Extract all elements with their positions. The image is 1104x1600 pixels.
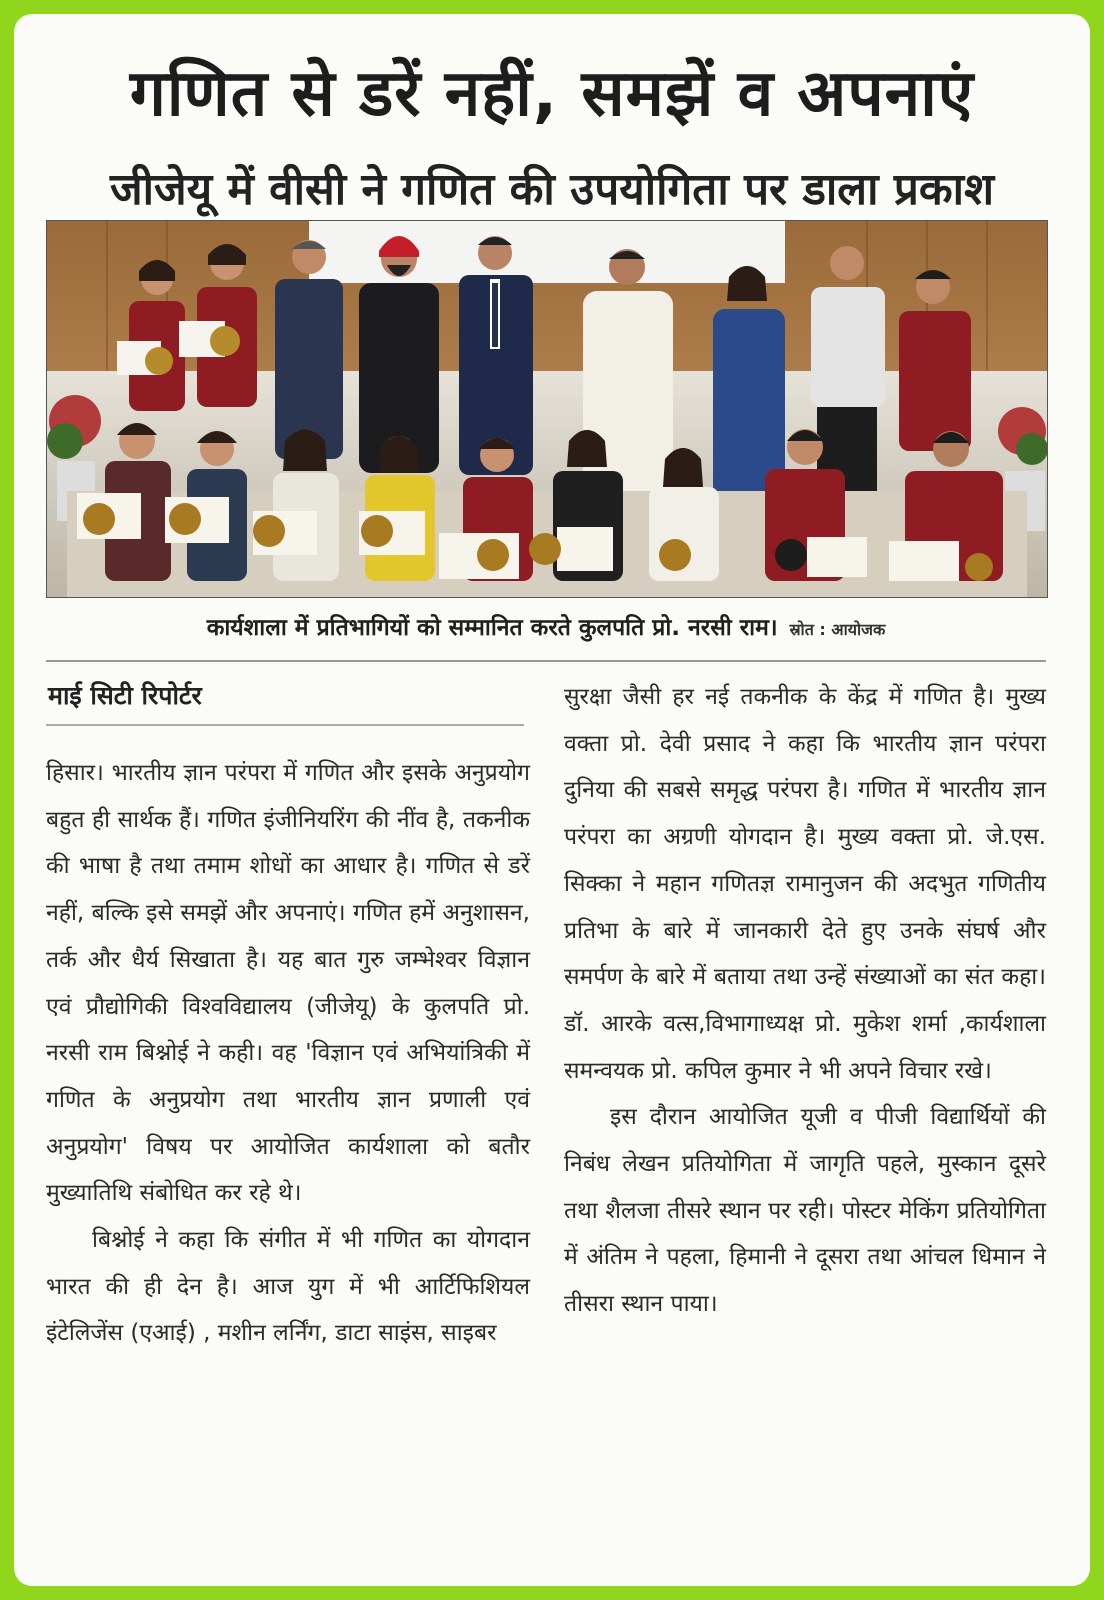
paragraph: बिश्नोई ने कहा कि संगीत में भी गणित का योगदान भारत की ही देन है। आज युग में भी आर्टिफिशियल इंटेलिजेंस (एआई) , मशीन लर्निंग, डाटा साइंस, साइबर — [46, 1227, 530, 1347]
paragraph: इस दौरान आयोजित यूजी व पीजी विद्यार्थियों की निबंध लेखन प्रतियोगिता में जागृति पहले, मुस्कान दूसरे तथा शैलजा तीसरे स्थान पर रही। पोस्टर मेकिंग प्रतियोगिता में अंतिम ने पहला, हिमानी ने दूसरा तथा आंचल धिमान ने तीसरा स्थान पाया। — [564, 1104, 1046, 1318]
paragraph: सुरक्षा जैसी हर नई तकनीक के केंद्र में गणित है। मुख्य वक्ता प्रो. देवी प्रसाद ने कहा कि भारतीय ज्ञान परंपरा दुनिया की सबसे समृद्ध परंपरा है। गणित में भारतीय ज्ञान परंपरा का अग्रणी योगदान है। मुख्य वक्ता प्रो. जे.एस. सिक्का ने महान गणितज्ञ रामानुजन की अदभुत गणितीय प्रतिभा के बारे में जानकारी देते हुए उनके संघर्ष और समर्पण के बारे में बताया तथा उन्हें संख्याओं का संत कहा। डॉ. आरके वत्स,विभागाध्यक्ष प्रो. मुकेश शर्मा ,कार्यशाला समन्वयक प्रो. कपिल कुमार ने भी अपने विचार रखे। — [564, 684, 1046, 1084]
article-column-1 — [46, 750, 530, 1357]
headline: गणित से डरें नहीं, समझें व अपनाएं — [129, 57, 975, 131]
photo-source: स्रोत : आयोजक — [789, 620, 886, 639]
paragraph: हिसार। भारतीय ज्ञान परंपरा में गणित और इसके अनुप्रयोग बहुत ही सार्थक हैं। गणित इंजीनियरिंग की नींव है, तकनीक की भाषा है तथा तमाम शोधों का आधार है। गणित से डरें नहीं, बल्कि इसे समझें और अपनाएं। गणित हमें अनुशासन, तर्क और धैर्य सिखाता है। यह बात गुरु जम्भेश्वर विज्ञान एवं प्रौद्योगिकी विश्वविद्यालय (जीजेयू) के कुलपति प्रो. नरसी राम बिश्नोई ने कही। वह 'विज्ञान एवं अभियांत्रिकी में गणित के अनुप्रयोग तथा भारतीय ज्ञान प्रणाली एवं अनुप्रयोग' विषय पर आयोजित कार्यशाला को बतौर मुख्यातिथि संबोधित कर रहे थे। — [46, 760, 530, 1207]
newspaper-clipping — [14, 14, 1090, 1586]
photo-caption — [46, 610, 1046, 642]
caption-text: कार्यशाला में प्रतिभागियों को सम्मानित करते कुलपति प्रो. नरसी राम। — [206, 615, 778, 641]
byline: माई सिटी रिपोर्टर — [48, 681, 202, 710]
subheadline: जीजेयू में वीसी ने गणित की उपयोगिता पर डाला प्रकाश — [109, 164, 995, 215]
byline-divider — [46, 724, 524, 726]
section-divider — [46, 660, 1046, 662]
article-column-2 — [564, 674, 1046, 1328]
group-photo — [46, 220, 1048, 598]
